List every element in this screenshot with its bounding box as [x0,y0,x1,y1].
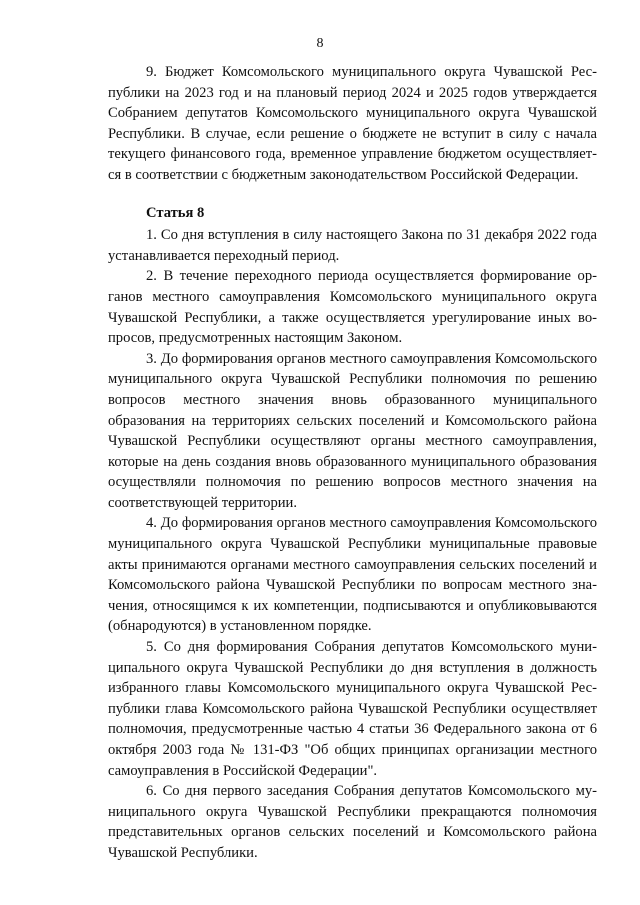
article-paragraph: 4. До формирования органов местного самоуправления Комсомольского муниципального округа Чувашской Республики муниципальные правовые акты принимаются органами местного самоуправления сельских поселений и Комсомольского района Чувашской Республики по вопросам местного значения, относящимся к их компетенции, подписываются и опубликовываются (обнародуются) в установленном порядке. [108,515,597,635]
document-body [108,62,597,864]
article-paragraph: 6. Со дня первого заседания Собрания депутатов Комсомольского муниципального округа Чувашской Республики прекращаются полномочия представительных органов сельских поселений и Комсомольского района Чувашской Республики. [108,783,597,861]
page-number: 8 [316,36,324,51]
article-paragraph: 1. Со дня вступления в силу настоящего Закона по 31 декабря 2022 года устанавливается переходный период. [108,227,597,264]
article-paragraph: 2. В течение переходного периода осуществляется формирование органов местного самоуправления Комсомольского муниципального округа Чувашской Республики, а также осуществляется урегулирование иных вопросов, предусмотренных настоящим Законом. [108,268,597,347]
article-heading: Статья 8 [146,204,205,221]
article-paragraph: 3. До формирования органов местного самоуправления Комсомольского муниципального округа Чувашской Республики полномочия по решению вопросов местного значения вновь образованного муниципального образования на территориях сельских поселений и Комсомольского района Чувашской Республики осуществляют органы местного самоуправления, которые на день создания вновь образованного муниципального образования осуществляли полномочия по решению вопросов местного значения на соответствующей территории. [108,350,597,511]
article-paragraph: 5. Со дня формирования Собрания депутатов Комсомольского муниципального округа Чувашской Республики до дня вступления в должность избранного главы Комсомольского муниципального округа Чувашской Республики глава Комсомольского района Чувашской Республики осуществляет полномочия, предусмотренные частью 4 статьи 36 Федерального закона от 6 октября 2003 года № 131-ФЗ "Об общих принципах организации местного самоуправления в Российской Федерации". [108,639,597,779]
paragraph-budget: 9. Бюджет Комсомольского муниципального округа Чувашской Республики на 2023 год и на плановый период 2024 и 2025 годов утверждается Собранием депутатов Комсомольского муниципального округа Чувашской Республики. В случае, если решение о бюджете не вступит в силу с начала текущего финансового года, временное управление бюджетом осуществляется в соответствии с бюджетным законодательством Российской Федерации. [108,64,597,183]
